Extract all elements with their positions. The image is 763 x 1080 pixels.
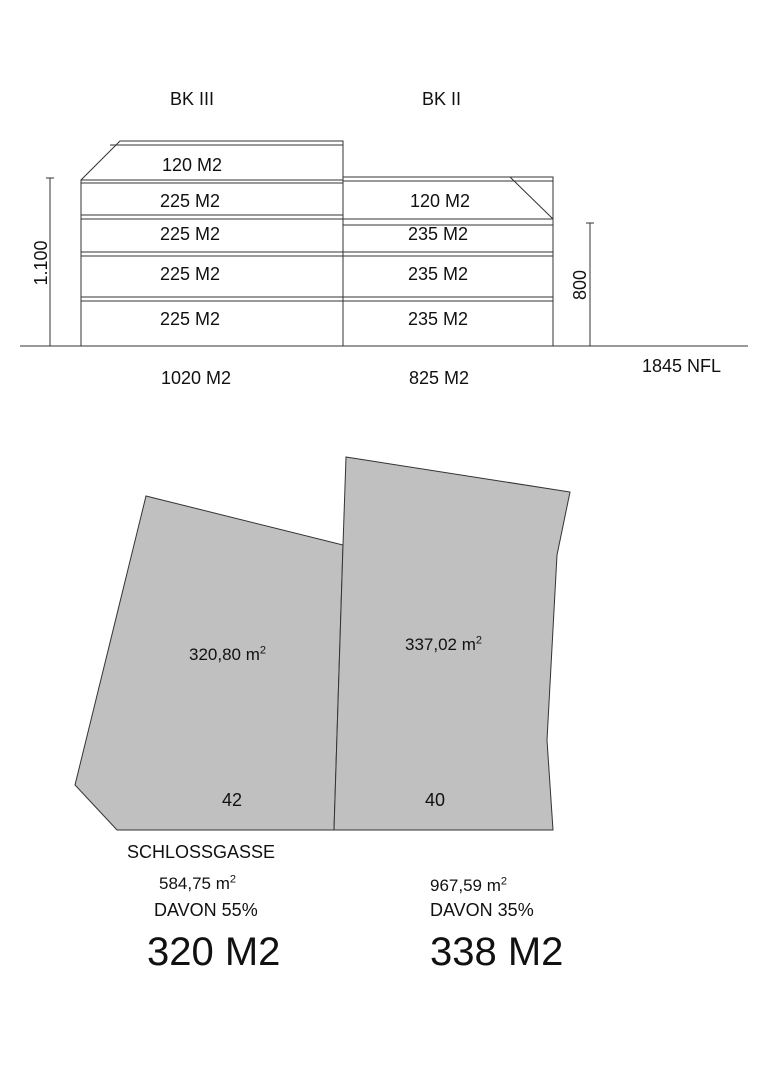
street-name: SCHLOSSGASSE xyxy=(127,842,276,862)
site-plan xyxy=(75,457,570,830)
summary-left-area: 584,75 $m^2$ xyxy=(159,873,237,893)
floor-label-bk3-4: 225 M2 xyxy=(160,191,221,211)
floor-label-bk3-2: 225 M2 xyxy=(160,264,221,284)
lot-42-area: 320,80 $m^2$ xyxy=(189,644,267,664)
floor-label-bk3-1: 225 M2 xyxy=(160,309,221,329)
summary-right-result: 338 M2 xyxy=(430,930,564,974)
building-section xyxy=(20,141,748,346)
lot-42-number: 42 xyxy=(222,790,243,810)
summary-right-area: 967,59 $m^2$ xyxy=(430,875,508,895)
summary-left-result: 320 M2 xyxy=(147,930,281,974)
grand-total: 1845 NFL xyxy=(642,356,722,376)
lot-40-area: 337,02 $m^2$ xyxy=(405,634,483,654)
header-bk2: BK II xyxy=(422,89,462,109)
total-bk3: 1020 M2 xyxy=(161,368,232,388)
height-dimension-left: 1.100 xyxy=(31,240,51,286)
header-bk3: BK III xyxy=(170,89,215,109)
floor-label-bk3-5: 120 M2 xyxy=(162,155,223,175)
summary-right-share: DAVON 35% xyxy=(430,900,534,920)
floor-label-bk2-2: 235 M2 xyxy=(408,264,469,284)
total-bk2: 825 M2 xyxy=(409,368,470,388)
floor-label-bk2-4: 120 M2 xyxy=(410,191,471,211)
lot-40-number: 40 xyxy=(425,790,446,810)
floor-label-bk3-3: 225 M2 xyxy=(160,224,221,244)
floor-label-bk2-3: 235 M2 xyxy=(408,224,469,244)
summary-left-share: DAVON 55% xyxy=(154,900,258,920)
height-dimension-right: 800 xyxy=(570,269,590,301)
floor-label-bk2-1: 235 M2 xyxy=(408,309,469,329)
roof-slope-bk2 xyxy=(510,177,553,219)
